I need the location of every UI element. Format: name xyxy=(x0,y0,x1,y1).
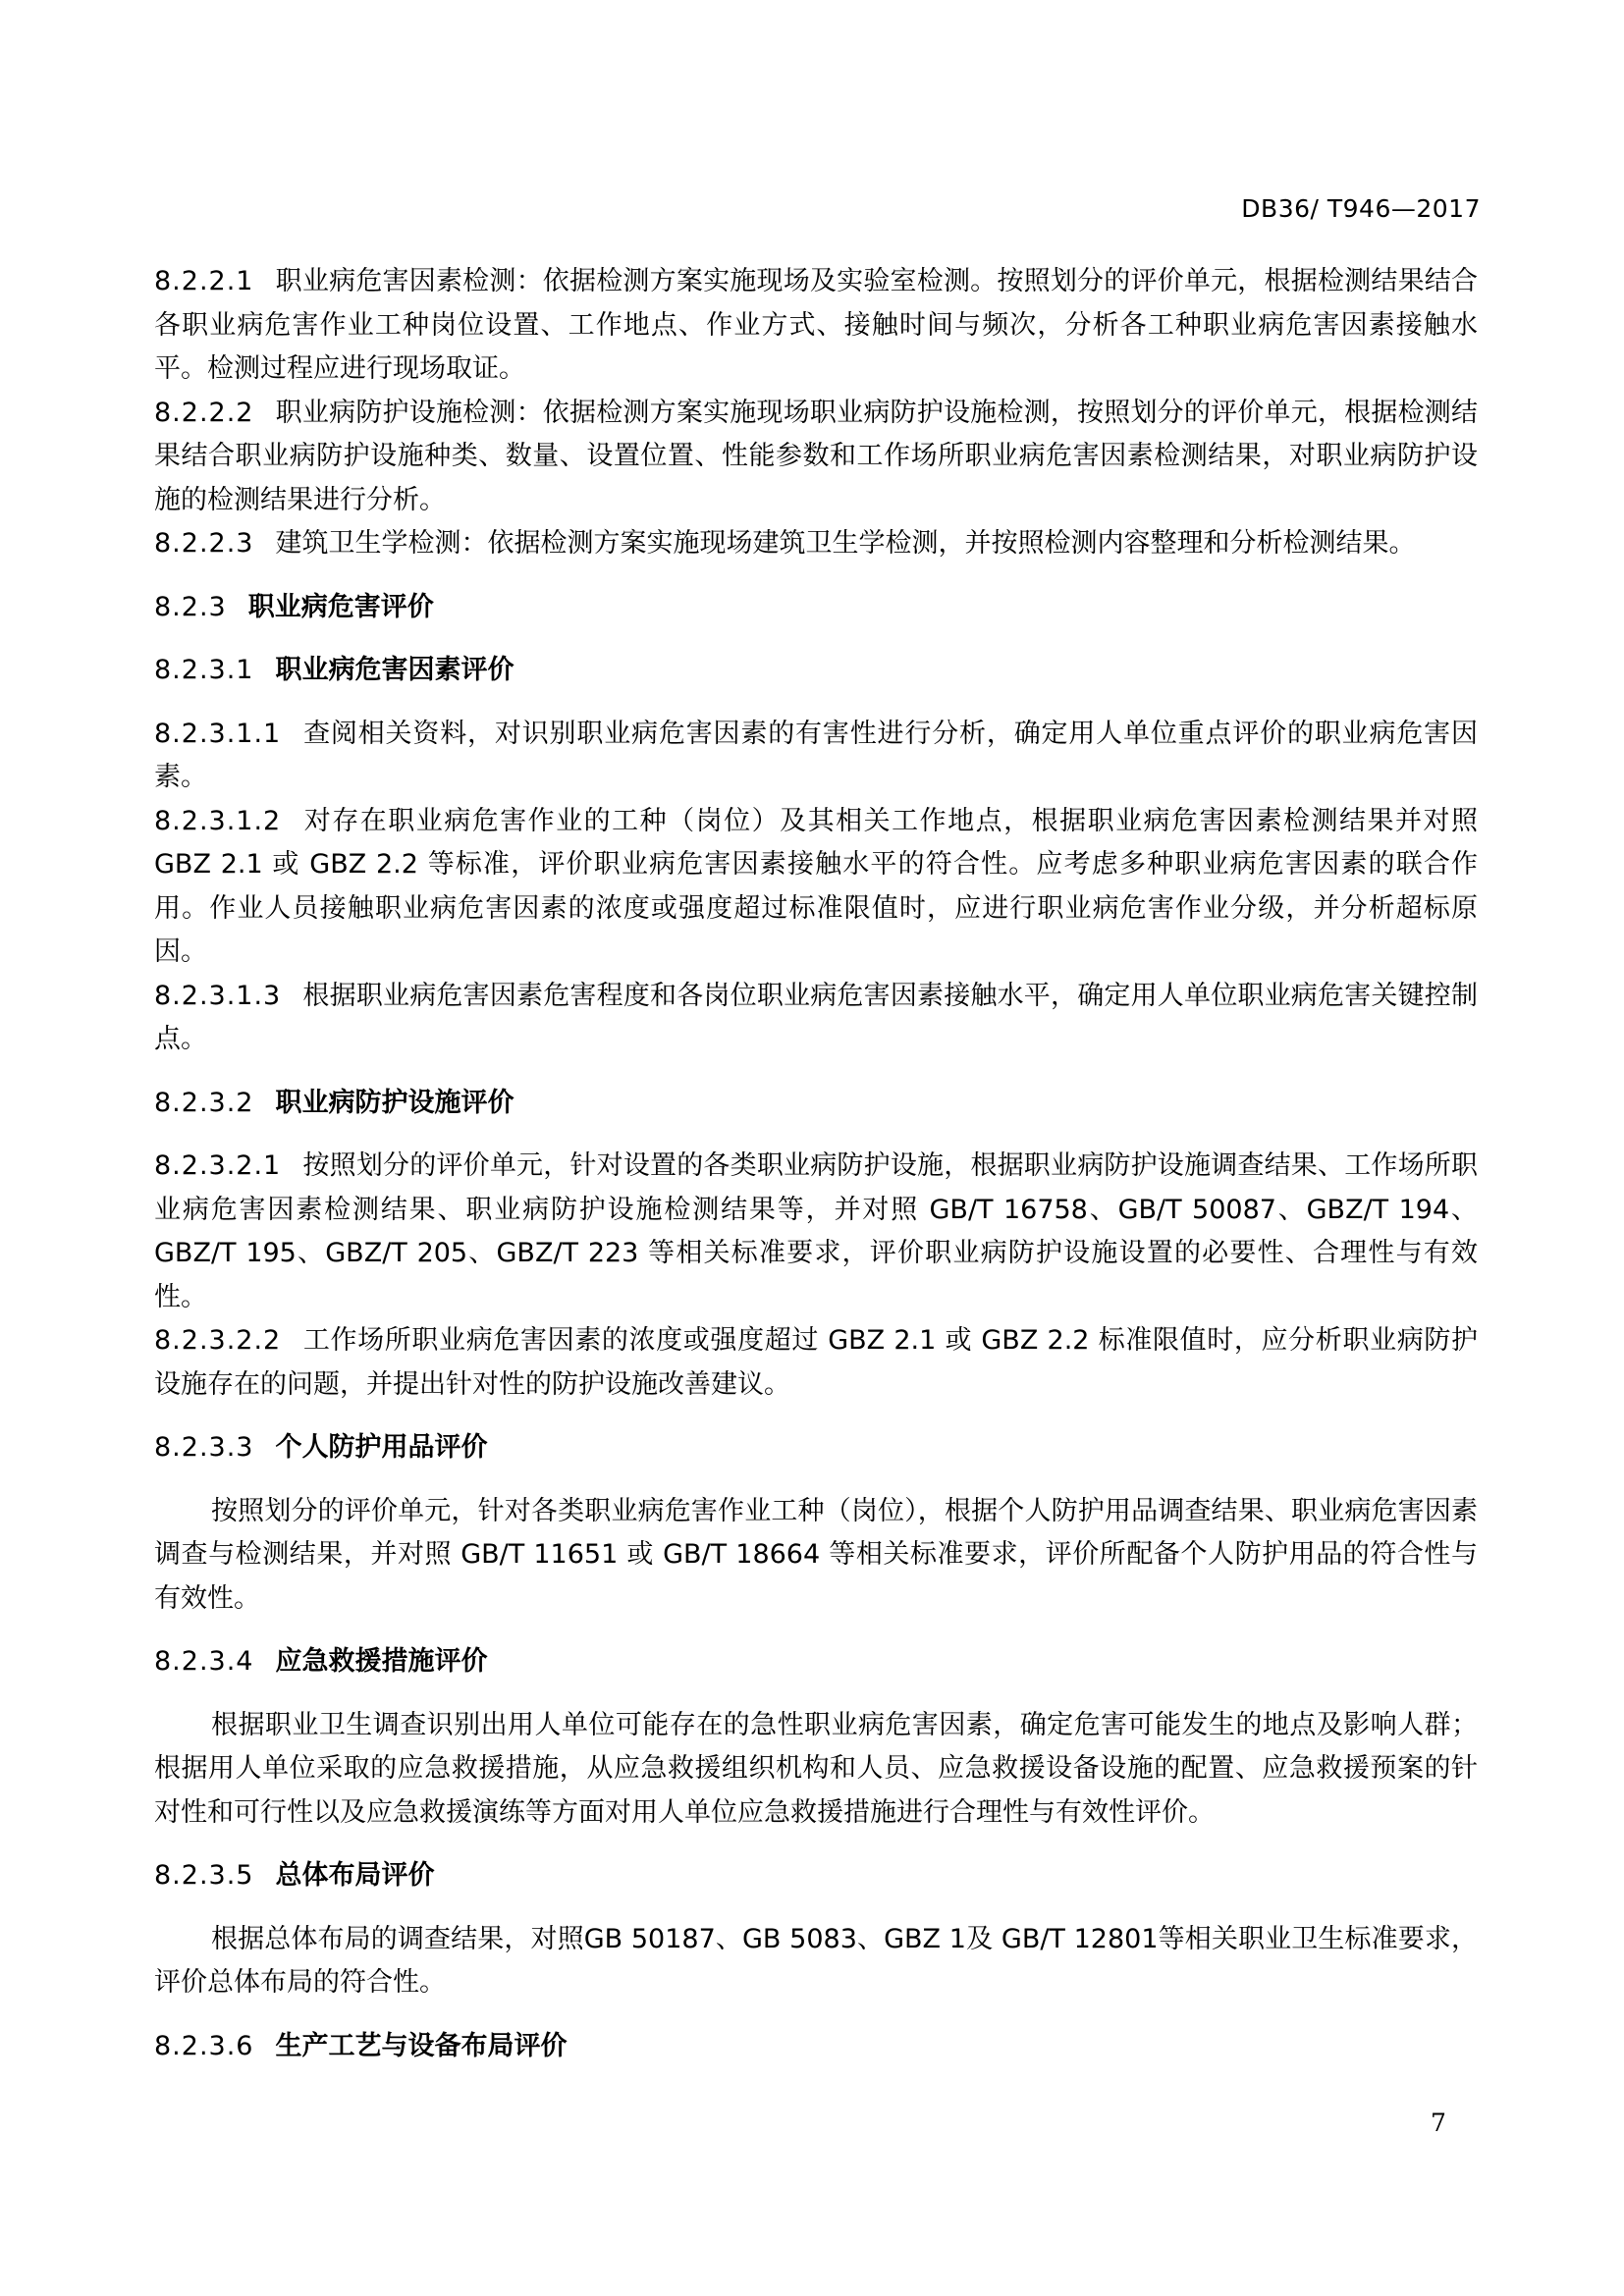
document-id-header: DB36/ T946—2017 xyxy=(1241,194,1481,223)
paragraph-layout-evaluation: 根据总体布局的调查结果，对照GB 50187、GB 5083、GBZ 1及 GB/T 12801等相关职业卫生标准要求，评价总体布局的符合性。 xyxy=(154,1923,1478,1998)
clause-text: 职业病防护设施检测：依据检测方案实施现场职业病防护设施检测，按照划分的评价单元，根据检测结果结合职业病防护设施种类、数量、设置位置、性能参数和工作场所职业病危害因素检测结果，对职业病防护设施的检测结果进行分析。 xyxy=(154,397,1478,515)
clause-text: 工作场所职业病危害因素的浓度或强度超过 GBZ 2.1 或 GBZ 2.2 标准限值时，应分析职业病防护设施存在的问题，并提出针对性的防护设施改善建议。 xyxy=(154,1325,1478,1400)
heading-number: 8.2.3.2 xyxy=(154,1087,254,1118)
clause-number: 8.2.2.1 xyxy=(154,266,254,296)
clause-number: 8.2.3.1.3 xyxy=(154,980,282,1011)
clause-8-2-3-1-2 xyxy=(154,800,1478,975)
paragraph-emergency-evaluation: 根据职业卫生调查识别出用人单位可能存在的急性职业病危害因素，确定危害可能发生的地点及影响人群；根据用人单位采取的应急救援措施，从应急救援组织机构和人员、应急救援设备设施的配置、应急救援预案的针对性和可行性以及应急救援演练等方面对用人单位应急救援措施进行合理性与有效性评价。 xyxy=(154,1709,1478,1828)
clause-8-2-2-2 xyxy=(154,392,1478,523)
clause-8-2-2-1 xyxy=(154,260,1478,392)
heading-number: 8.2.3.4 xyxy=(154,1646,254,1677)
clause-text: 查阅相关资料，对识别职业病危害因素的有害性进行分析，确定用人单位重点评价的职业病危害因素。 xyxy=(154,718,1478,792)
paragraph-ppe-evaluation: 按照划分的评价单元，针对各类职业病危害作业工种（岗位），根据个人防护用品调查结果、职业病危害因素调查与检测结果，并对照 GB/T 11651 或 GB/T 18664 等相关标准要求，评价所配备个人防护用品的符合性与有效性。 xyxy=(154,1495,1478,1614)
clause-8-2-3-2-2 xyxy=(154,1319,1478,1407)
clause-text: 对存在职业病危害作业的工种（岗位）及其相关工作地点，根据职业病危害因素检测结果并对照 GBZ 2.1 或 GBZ 2.2 等标准，评价职业病危害因素接触水平的符合性。应考虑多种职业病危害因素的联合作用。作业人员接触职业病危害因素的浓度或强度超过标准限值时，应进行职业病危害作业分级，并分析超标原因。 xyxy=(154,805,1478,967)
heading-8-2-3-5 xyxy=(154,1854,1478,1898)
heading-text: 职业病防护设施评价 xyxy=(275,1087,514,1118)
page-number: 7 xyxy=(1431,2109,1446,2137)
heading-number: 8.2.3.1 xyxy=(154,655,254,685)
clause-number: 8.2.3.2.2 xyxy=(154,1325,282,1356)
heading-number: 8.2.3 xyxy=(154,591,227,622)
heading-8-2-3-4 xyxy=(154,1640,1478,1684)
clause-8-2-3-2-1 xyxy=(154,1145,1478,1319)
heading-text: 职业病危害评价 xyxy=(247,591,434,622)
clause-number: 8.2.2.2 xyxy=(154,397,254,428)
clause-number: 8.2.3.2.1 xyxy=(154,1150,282,1181)
heading-text: 生产工艺与设备布局评价 xyxy=(275,2030,568,2061)
heading-text: 应急救援措施评价 xyxy=(275,1646,488,1677)
heading-8-2-3-3 xyxy=(154,1426,1478,1470)
clause-text: 按照划分的评价单元，针对设置的各类职业病防护设施，根据职业病防护设施调查结果、工作场所职业病危害因素检测结果、职业病防护设施检测结果等，并对照 GB/T 16758、GB/T 50087、GBZ/T 194、GBZ/T 195、GBZ/T 205、GBZ/T 223 等相关标准要求，评价职业病防护设施设置的必要性、合理性与有效性。 xyxy=(154,1150,1478,1312)
heading-number: 8.2.3.5 xyxy=(154,1860,254,1891)
clause-text: 职业病危害因素检测：依据检测方案实施现场及实验室检测。按照划分的评价单元，根据检测结果结合各职业病危害作业工种岗位设置、工作地点、作业方式、接触时间与频次，分析各工种职业病危害因素接触水平。检测过程应进行现场取证。 xyxy=(154,266,1478,384)
clause-8-2-3-1-3 xyxy=(154,975,1478,1062)
clause-text: 根据职业病危害因素危害程度和各岗位职业病危害因素接触水平，确定用人单位职业病危害关键控制点。 xyxy=(154,980,1478,1054)
heading-text: 总体布局评价 xyxy=(275,1860,435,1891)
clause-8-2-3-1-1 xyxy=(154,713,1478,800)
heading-text: 职业病危害因素评价 xyxy=(275,655,514,685)
heading-8-2-3-6 xyxy=(154,2025,1478,2069)
heading-8-2-3-2 xyxy=(154,1082,1478,1126)
document-body xyxy=(154,260,1478,2068)
clause-number: 8.2.2.3 xyxy=(154,528,254,559)
clause-number: 8.2.3.1.2 xyxy=(154,805,282,836)
heading-number: 8.2.3.3 xyxy=(154,1432,254,1463)
heading-text: 个人防护用品评价 xyxy=(275,1432,488,1463)
clause-8-2-2-3 xyxy=(154,522,1478,566)
clause-text: 建筑卫生学检测：依据检测方案实施现场建筑卫生学检测，并按照检测内容整理和分析检测结果。 xyxy=(275,528,1416,559)
heading-number: 8.2.3.6 xyxy=(154,2030,254,2061)
heading-8-2-3-1 xyxy=(154,649,1478,693)
heading-8-2-3 xyxy=(154,586,1478,630)
clause-number: 8.2.3.1.1 xyxy=(154,718,282,749)
